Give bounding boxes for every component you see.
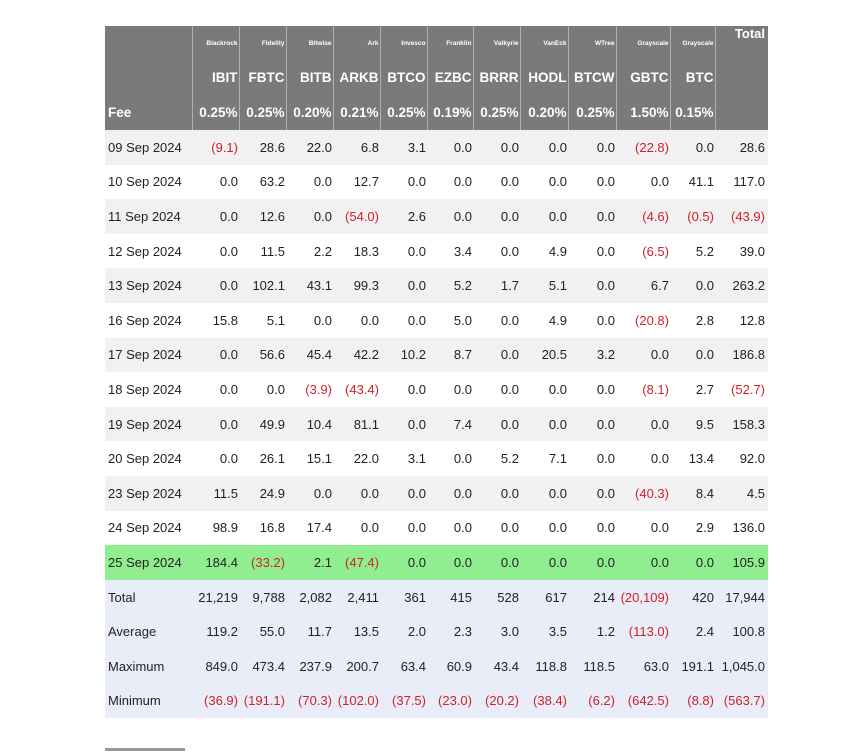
flow-cell: (33.2) <box>239 545 286 580</box>
flow-cell: 0.0 <box>520 476 568 511</box>
flow-cell: 13.4 <box>670 441 715 476</box>
stat-cell: 43.4 <box>473 649 520 684</box>
issuer-header: Bitwise <box>286 26 333 60</box>
row-total: (43.9) <box>715 199 768 234</box>
flow-cell: 0.0 <box>380 165 427 200</box>
issuer-header: WTree <box>568 26 616 60</box>
flow-cell: 0.0 <box>568 372 616 407</box>
row-total: 28.6 <box>715 130 768 165</box>
table-row <box>105 545 768 580</box>
row-total: 12.8 <box>715 303 768 338</box>
flow-cell: 0.0 <box>568 545 616 580</box>
ticker-header: IBIT <box>192 60 239 95</box>
flow-cell: 0.0 <box>568 303 616 338</box>
flow-cell: (8.1) <box>616 372 670 407</box>
table-row <box>105 372 768 407</box>
flow-cell: 2.9 <box>670 511 715 546</box>
ticker-header-row <box>105 60 768 95</box>
total-header: Total <box>715 26 768 60</box>
table-row <box>105 407 768 442</box>
flow-cell: 0.0 <box>333 303 380 338</box>
flow-cell: (9.1) <box>192 130 239 165</box>
flow-cell: 18.3 <box>333 234 380 269</box>
row-date: 11 Sep 2024 <box>105 199 192 234</box>
stat-cell: (70.3) <box>286 684 333 719</box>
row-total: 158.3 <box>715 407 768 442</box>
flow-cell: 0.0 <box>427 130 473 165</box>
flow-cell: 0.0 <box>380 372 427 407</box>
flow-cell: 5.1 <box>520 268 568 303</box>
flow-cell: 0.0 <box>192 372 239 407</box>
flow-cell: 7.1 <box>520 441 568 476</box>
fee-value: 0.20% <box>520 95 568 130</box>
flow-cell: 0.0 <box>520 372 568 407</box>
row-date: 18 Sep 2024 <box>105 372 192 407</box>
stat-cell: (38.4) <box>520 684 568 719</box>
flow-cell: 184.4 <box>192 545 239 580</box>
issuer-header: Blackrock <box>192 26 239 60</box>
fee-value: 0.25% <box>380 95 427 130</box>
flow-cell: 0.0 <box>568 199 616 234</box>
stat-cell: 237.9 <box>286 649 333 684</box>
flow-cell: 0.0 <box>670 338 715 373</box>
row-date: 25 Sep 2024 <box>105 545 192 580</box>
flow-cell: 0.0 <box>520 407 568 442</box>
flow-cell: 0.0 <box>380 303 427 338</box>
stat-cell: 9,788 <box>239 580 286 615</box>
flow-cell: 0.0 <box>473 476 520 511</box>
flow-cell: 0.0 <box>380 476 427 511</box>
stat-cell: (191.1) <box>239 684 286 719</box>
flow-cell: 0.0 <box>520 130 568 165</box>
stat-cell: 13.5 <box>333 614 380 649</box>
flow-cell: 4.9 <box>520 303 568 338</box>
flow-cell: 1.7 <box>473 268 520 303</box>
flow-cell: 0.0 <box>286 303 333 338</box>
row-total: 136.0 <box>715 511 768 546</box>
row-date: 23 Sep 2024 <box>105 476 192 511</box>
flow-cell: 0.0 <box>568 130 616 165</box>
flow-cell: 0.0 <box>380 234 427 269</box>
stat-label: Average <box>105 614 192 649</box>
stat-cell: 191.1 <box>670 649 715 684</box>
table-row <box>105 303 768 338</box>
flow-cell: 2.1 <box>286 545 333 580</box>
flow-cell: (3.9) <box>286 372 333 407</box>
flow-cell: 24.9 <box>239 476 286 511</box>
flow-cell: 102.1 <box>239 268 286 303</box>
flow-cell: (40.3) <box>616 476 670 511</box>
flow-cell: (4.6) <box>616 199 670 234</box>
flow-cell: 0.0 <box>380 407 427 442</box>
row-total: 117.0 <box>715 165 768 200</box>
flow-cell: (47.4) <box>333 545 380 580</box>
cropped-heading <box>105 742 200 752</box>
flow-cell: 0.0 <box>427 199 473 234</box>
issuer-header: Fidelity <box>239 26 286 60</box>
fee-value: 0.15% <box>670 95 715 130</box>
flow-cell: 0.0 <box>473 234 520 269</box>
stat-cell: 2.4 <box>670 614 715 649</box>
flow-cell: 15.8 <box>192 303 239 338</box>
row-date: 17 Sep 2024 <box>105 338 192 373</box>
fee-total-blank <box>715 95 768 130</box>
flow-cell: 0.0 <box>473 199 520 234</box>
flow-cell: 0.0 <box>568 511 616 546</box>
flow-cell: 4.9 <box>520 234 568 269</box>
row-date: 10 Sep 2024 <box>105 165 192 200</box>
ticker-header: BTCO <box>380 60 427 95</box>
stat-label: Minimum <box>105 684 192 719</box>
flow-cell: 0.0 <box>520 199 568 234</box>
flow-cell: 7.4 <box>427 407 473 442</box>
flow-cell: (0.5) <box>670 199 715 234</box>
flow-cell: 0.0 <box>568 407 616 442</box>
flow-cell: 0.0 <box>670 130 715 165</box>
flow-cell: 3.2 <box>568 338 616 373</box>
stat-cell: 200.7 <box>333 649 380 684</box>
stat-total: 1,045.0 <box>715 649 768 684</box>
flow-cell: 8.4 <box>670 476 715 511</box>
row-date: 20 Sep 2024 <box>105 441 192 476</box>
flow-cell: 10.2 <box>380 338 427 373</box>
fee-value: 0.25% <box>239 95 286 130</box>
stat-cell: (6.2) <box>568 684 616 719</box>
flow-cell: 0.0 <box>616 165 670 200</box>
row-total: 92.0 <box>715 441 768 476</box>
stat-cell: 2.0 <box>380 614 427 649</box>
stat-cell: (36.9) <box>192 684 239 719</box>
ticker-header: FBTC <box>239 60 286 95</box>
flow-cell: 0.0 <box>192 199 239 234</box>
flow-cell: 5.2 <box>670 234 715 269</box>
flow-cell: 0.0 <box>670 545 715 580</box>
flow-cell: 63.2 <box>239 165 286 200</box>
flow-cell: 11.5 <box>239 234 286 269</box>
stat-cell: 60.9 <box>427 649 473 684</box>
flow-cell: 20.5 <box>520 338 568 373</box>
stat-cell: (642.5) <box>616 684 670 719</box>
flow-cell: 22.0 <box>333 441 380 476</box>
issuer-header: Valkyrie <box>473 26 520 60</box>
stat-cell: (102.0) <box>333 684 380 719</box>
flow-cell: 0.0 <box>192 165 239 200</box>
corner-cell <box>105 26 192 60</box>
flow-cell: 45.4 <box>286 338 333 373</box>
flow-cell: 22.0 <box>286 130 333 165</box>
flow-cell: 0.0 <box>568 165 616 200</box>
flow-cell: 0.0 <box>286 199 333 234</box>
flow-cell: 6.8 <box>333 130 380 165</box>
table-row <box>105 199 768 234</box>
flow-cell: 0.0 <box>192 234 239 269</box>
stat-row <box>105 580 768 615</box>
issuer-header: VanEck <box>520 26 568 60</box>
flow-cell: 0.0 <box>473 545 520 580</box>
flow-cell: 81.1 <box>333 407 380 442</box>
flow-cell: 0.0 <box>192 268 239 303</box>
issuer-header: Franklin <box>427 26 473 60</box>
flow-cell: 0.0 <box>333 511 380 546</box>
row-date: 19 Sep 2024 <box>105 407 192 442</box>
flow-cell: 0.0 <box>333 476 380 511</box>
flow-cell: (54.0) <box>333 199 380 234</box>
row-date: 12 Sep 2024 <box>105 234 192 269</box>
row-date: 13 Sep 2024 <box>105 268 192 303</box>
fee-value: 0.19% <box>427 95 473 130</box>
stat-cell: 119.2 <box>192 614 239 649</box>
table-row <box>105 234 768 269</box>
stat-label: Maximum <box>105 649 192 684</box>
flow-cell: 0.0 <box>427 165 473 200</box>
flow-cell: (22.8) <box>616 130 670 165</box>
flow-cell: 0.0 <box>520 545 568 580</box>
flow-cell: 0.0 <box>520 511 568 546</box>
fee-value: 0.25% <box>473 95 520 130</box>
row-date: 09 Sep 2024 <box>105 130 192 165</box>
ticker-header: ARKB <box>333 60 380 95</box>
stat-cell: 118.8 <box>520 649 568 684</box>
table-row <box>105 165 768 200</box>
flow-cell: 5.2 <box>427 268 473 303</box>
fee-value: 0.25% <box>568 95 616 130</box>
fee-value: 1.50% <box>616 95 670 130</box>
fee-value: 0.21% <box>333 95 380 130</box>
flow-cell: 0.0 <box>616 441 670 476</box>
flow-cell: 3.1 <box>380 441 427 476</box>
flow-cell: 12.6 <box>239 199 286 234</box>
table-row <box>105 441 768 476</box>
flow-cell: 43.1 <box>286 268 333 303</box>
stat-cell: 528 <box>473 580 520 615</box>
stat-cell: 3.5 <box>520 614 568 649</box>
table-row <box>105 338 768 373</box>
flow-cell: 49.9 <box>239 407 286 442</box>
table-row <box>105 511 768 546</box>
flow-cell: 5.1 <box>239 303 286 338</box>
flow-cell: 3.4 <box>427 234 473 269</box>
table-row <box>105 130 768 165</box>
stat-cell: 21,219 <box>192 580 239 615</box>
flow-cell: 0.0 <box>473 372 520 407</box>
stat-cell: (8.8) <box>670 684 715 719</box>
flow-cell: 10.4 <box>286 407 333 442</box>
row-total: 4.5 <box>715 476 768 511</box>
stat-cell: 849.0 <box>192 649 239 684</box>
stat-cell: 2,411 <box>333 580 380 615</box>
flow-cell: 0.0 <box>473 511 520 546</box>
table-row <box>105 476 768 511</box>
ticker-header: BTC <box>670 60 715 95</box>
stat-cell: (20.2) <box>473 684 520 719</box>
ticker-header: EZBC <box>427 60 473 95</box>
flow-cell: 26.1 <box>239 441 286 476</box>
flow-cell: 42.2 <box>333 338 380 373</box>
flow-cell: 2.2 <box>286 234 333 269</box>
flow-cell: 0.0 <box>616 407 670 442</box>
stat-cell: 2,082 <box>286 580 333 615</box>
stat-cell: 63.4 <box>380 649 427 684</box>
flow-cell: 0.0 <box>427 545 473 580</box>
flow-cell: 2.7 <box>670 372 715 407</box>
etf-flow-table <box>105 26 768 718</box>
stat-cell: 11.7 <box>286 614 333 649</box>
flow-cell: 41.1 <box>670 165 715 200</box>
issuer-header: Ark <box>333 26 380 60</box>
flow-cell: 0.0 <box>568 441 616 476</box>
row-total: (52.7) <box>715 372 768 407</box>
stat-cell: 1.2 <box>568 614 616 649</box>
flow-cell: 0.0 <box>286 476 333 511</box>
flow-cell: 0.0 <box>568 234 616 269</box>
flow-cell: 0.0 <box>380 511 427 546</box>
flow-cell: 9.5 <box>670 407 715 442</box>
flow-cell: 0.0 <box>380 268 427 303</box>
stat-total: 17,944 <box>715 580 768 615</box>
flow-cell: 0.0 <box>473 165 520 200</box>
stat-cell: 415 <box>427 580 473 615</box>
issuer-header-row <box>105 26 768 60</box>
flow-cell: 15.1 <box>286 441 333 476</box>
flow-cell: 0.0 <box>192 441 239 476</box>
flow-cell: 0.0 <box>286 165 333 200</box>
corner-cell <box>105 60 192 95</box>
table-row <box>105 268 768 303</box>
stat-label: Total <box>105 580 192 615</box>
flow-cell: 0.0 <box>380 545 427 580</box>
stat-cell: 118.5 <box>568 649 616 684</box>
flow-cell: 98.9 <box>192 511 239 546</box>
ticker-header: BRRR <box>473 60 520 95</box>
ticker-header: GBTC <box>616 60 670 95</box>
flow-cell: 0.0 <box>670 268 715 303</box>
flow-cell: 0.0 <box>192 407 239 442</box>
flow-cell: 0.0 <box>427 511 473 546</box>
flow-cell: 6.7 <box>616 268 670 303</box>
stat-cell: 420 <box>670 580 715 615</box>
row-total: 39.0 <box>715 234 768 269</box>
flow-cell: 0.0 <box>473 130 520 165</box>
ticker-header: BITB <box>286 60 333 95</box>
stat-total: (563.7) <box>715 684 768 719</box>
flow-cell: 11.5 <box>192 476 239 511</box>
stat-cell: 214 <box>568 580 616 615</box>
stat-cell: (37.5) <box>380 684 427 719</box>
flow-cell: 0.0 <box>473 407 520 442</box>
stat-cell: 63.0 <box>616 649 670 684</box>
stat-cell: 55.0 <box>239 614 286 649</box>
stat-row <box>105 614 768 649</box>
stat-row <box>105 649 768 684</box>
flow-cell: 0.0 <box>616 545 670 580</box>
flow-cell: 99.3 <box>333 268 380 303</box>
issuer-header: Grayscale <box>616 26 670 60</box>
flow-cell: 0.0 <box>616 511 670 546</box>
flow-cell: 0.0 <box>568 476 616 511</box>
flow-cell: 0.0 <box>473 338 520 373</box>
flow-cell: 5.2 <box>473 441 520 476</box>
row-date: 16 Sep 2024 <box>105 303 192 338</box>
fee-value: 0.25% <box>192 95 239 130</box>
row-total: 263.2 <box>715 268 768 303</box>
flow-cell: 0.0 <box>239 372 286 407</box>
flow-cell: 56.6 <box>239 338 286 373</box>
issuer-header: Invesco <box>380 26 427 60</box>
stat-cell: (113.0) <box>616 614 670 649</box>
row-date: 24 Sep 2024 <box>105 511 192 546</box>
ticker-header: BTCW <box>568 60 616 95</box>
flow-cell: 28.6 <box>239 130 286 165</box>
row-total: 105.9 <box>715 545 768 580</box>
stat-cell: 617 <box>520 580 568 615</box>
flow-cell: 0.0 <box>427 476 473 511</box>
flow-cell: 0.0 <box>473 303 520 338</box>
fee-label: Fee <box>105 95 192 130</box>
stat-cell: 473.4 <box>239 649 286 684</box>
flow-cell: 5.0 <box>427 303 473 338</box>
stat-total: 100.8 <box>715 614 768 649</box>
stat-cell: (20,109) <box>616 580 670 615</box>
flow-cell: 16.8 <box>239 511 286 546</box>
stat-cell: (23.0) <box>427 684 473 719</box>
fee-value: 0.20% <box>286 95 333 130</box>
flow-cell: (6.5) <box>616 234 670 269</box>
flow-cell: 0.0 <box>427 372 473 407</box>
flow-cell: (43.4) <box>333 372 380 407</box>
ticker-total-blank <box>715 60 768 95</box>
flow-cell: 17.4 <box>286 511 333 546</box>
stat-cell: 361 <box>380 580 427 615</box>
flow-cell: 12.7 <box>333 165 380 200</box>
flow-cell: 2.8 <box>670 303 715 338</box>
flow-cell: 0.0 <box>192 338 239 373</box>
flow-cell: 0.0 <box>568 268 616 303</box>
stat-cell: 3.0 <box>473 614 520 649</box>
stat-cell: 2.3 <box>427 614 473 649</box>
flow-cell: (20.8) <box>616 303 670 338</box>
stat-row <box>105 684 768 719</box>
flow-cell: 0.0 <box>616 338 670 373</box>
flow-cell: 0.0 <box>427 441 473 476</box>
flow-cell: 2.6 <box>380 199 427 234</box>
row-total: 186.8 <box>715 338 768 373</box>
ticker-header: HODL <box>520 60 568 95</box>
flow-cell: 8.7 <box>427 338 473 373</box>
flow-cell: 0.0 <box>520 165 568 200</box>
fee-header-row <box>105 95 768 130</box>
flow-cell: 3.1 <box>380 130 427 165</box>
issuer-header: Grayscale <box>670 26 715 60</box>
